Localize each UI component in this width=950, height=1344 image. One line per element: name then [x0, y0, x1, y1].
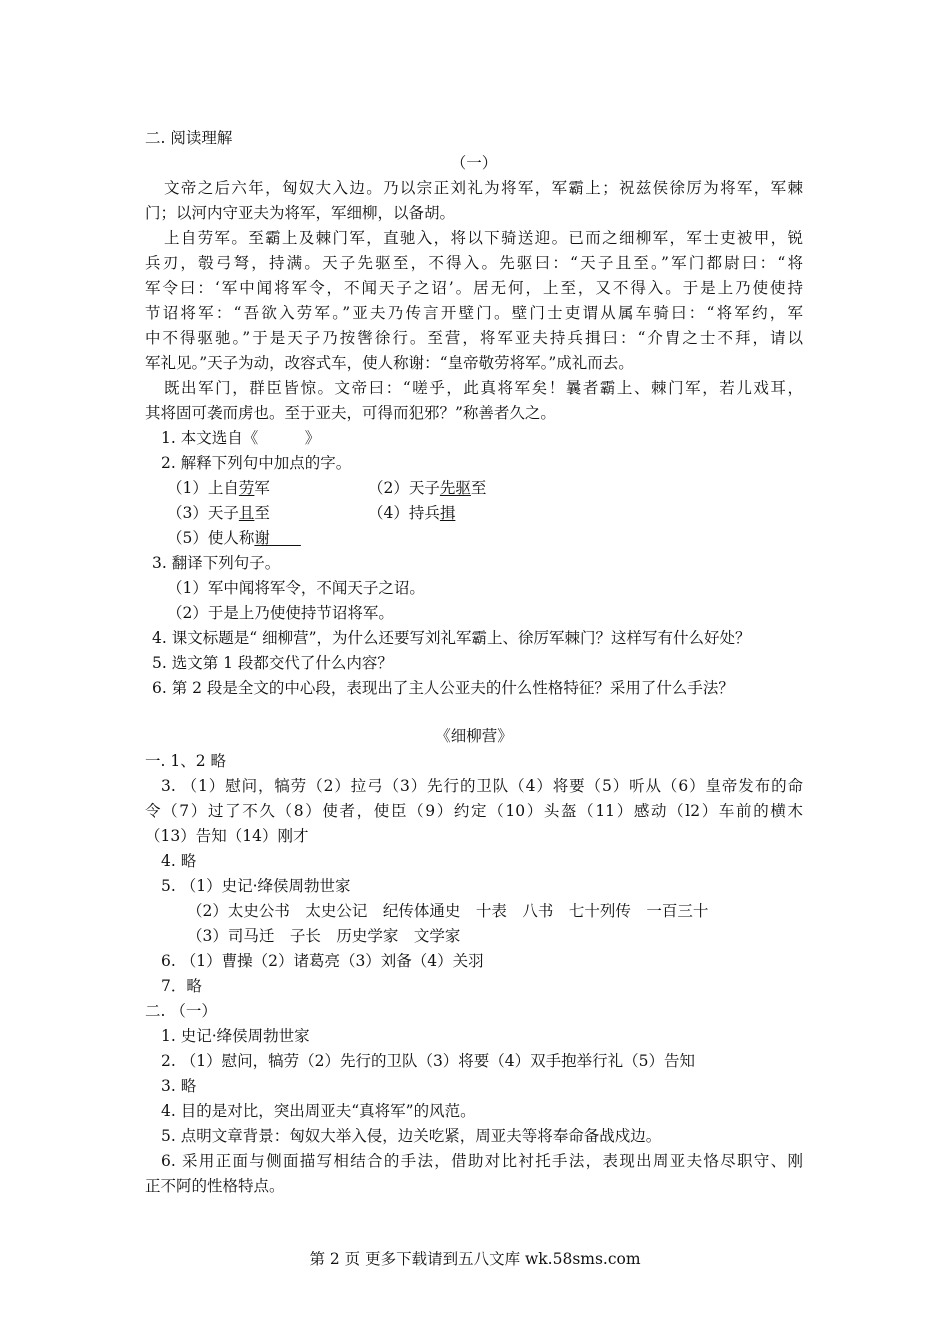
answers-title: 《细柳营》 — [435, 727, 513, 745]
passage-line: 节诏将军：“吾欲入劳军。”亚夫乃传言开壁门。壁门士吏谓从属车骑曰：“将军约，军 — [145, 304, 803, 322]
question-2-item-1: （1）上自劳军 — [167, 479, 270, 497]
answer-b1: 1. 史记·绛侯周勃世家 — [161, 1027, 310, 1045]
page-footer: 第 2 页 更多下载请到五八文库 wk.58sms.com — [309, 1250, 641, 1268]
answer-part2: 二. （一） — [145, 1002, 217, 1020]
question-6: 6. 第 2 段是全文的中心段，表现出了主人公亚夫的什么性格特征？采用了什么手法？ — [152, 679, 734, 697]
question-3-item-1: （1）军中闻将军令，不闻天子之诏。 — [167, 579, 425, 597]
passage-line: 文帝之后六年，匈奴大入边。乃以宗正刘礼为将军，军霸上；祝兹侯徐厉为将军，军棘 — [164, 179, 803, 197]
passage-line: 军礼见。”天子为动，改容式车，使人称谢：“皇帝敬劳将军。”成礼而去。 — [145, 354, 634, 372]
section-marker: （一） — [450, 154, 498, 172]
answer-b2: 2. （1）慰问，犒劳（2）先行的卫队（3）将要（4）双手抱举行礼（5）告知 — [161, 1052, 696, 1070]
answer-6: 6. （1）曹操（2）诸葛亮（3）刘备（4）关羽 — [161, 952, 484, 970]
answer-3-line: 3. （1）慰问，犒劳（2）拉弓（3）先行的卫队（4）将要（5）听从（6）皇帝发布的命 — [161, 777, 803, 795]
question-2: 2. 解释下列句中加点的字。 — [161, 454, 352, 472]
key-word: 且 — [238, 504, 255, 522]
answer-5-item-2: （2）太史公书 太史公记 纪传体通史 十表 八书 七十列传 一百三十 — [187, 902, 709, 920]
answer-4: 4. 略 — [161, 852, 197, 870]
answer-5-item-1: 5. （1）史记·绛侯周勃世家 — [161, 877, 351, 895]
question-5: 5. 选文第 1 段都交代了什么内容？ — [152, 654, 393, 672]
question-2-item-5: （5）使人称谢 — [167, 529, 301, 547]
question-2-item-4: （4）持兵揖 — [368, 504, 456, 522]
passage-line: 既出军门，群臣皆惊。文帝曰：“嗟乎，此真将军矣！曩者霸上、棘门军，若儿戏耳， — [164, 379, 803, 397]
key-word: 先驱 — [439, 479, 471, 497]
answer-b6-line: 6. 采用正面与侧面描写相结合的手法，借助对比衬托手法，表现出周亚夫恪尽职守、刚 — [161, 1152, 803, 1170]
answer-5-item-3: （3）司马迁 子长 历史学家 文学家 — [187, 927, 461, 945]
question-2-item-3: （3）天子且至 — [167, 504, 270, 522]
answer-b3: 3. 略 — [161, 1077, 197, 1095]
passage-line: 上自劳军。至霸上及棘门军，直驰入，将以下骑送迎。已而之细柳军，军士吏被甲，锐 — [164, 229, 803, 247]
question-4: 4. 课文标题是“ 细柳营”，为什么还要写刘礼军霸上、徐厉军棘门？这样写有什么好处？ — [152, 629, 751, 647]
key-word: 谢 — [254, 529, 301, 547]
answer-b6-line: 正不阿的性格特点。 — [145, 1177, 285, 1195]
answer-b4: 4. 目的是对比，突出周亚夫“真将军”的风范。 — [161, 1102, 476, 1120]
part2-heading: 二. 阅读理解 — [145, 129, 233, 147]
key-word: 揖 — [439, 504, 456, 522]
question-2-item-2: （2）天子先驱至 — [368, 479, 487, 497]
passage-line: 其将固可袭而虏也。至于亚夫，可得而犯邪？”称善者久之。 — [145, 404, 556, 422]
answer-3-line: （13）告知（14）刚才 — [145, 827, 309, 845]
key-word: 劳 — [238, 479, 255, 497]
answer-3-line: 令（7）过了不久（8）使者，使臣（9）约定（10）头盔（11）感动（l2）车前的横木 — [145, 802, 803, 820]
passage-line: 中不得驱驰。”于是天子乃按辔徐行。至营，将军亚夫持兵揖曰：“介胄之士不拜，请以 — [145, 329, 803, 347]
answer-7: 7．略 — [161, 977, 202, 995]
passage-line: 军令曰：‘军中闻将军令，不闻天子之诏’。居无何，上至，又不得入。于是上乃使使持 — [145, 279, 803, 297]
passage-line: 兵刃，彀弓弩，持满。天子先驱至，不得入。先驱曰：“天子且至。”军门都尉曰：“将 — [145, 254, 803, 272]
passage-line: 门；以河内守亚夫为将军，军细柳，以备胡。 — [145, 204, 456, 222]
question-3-item-2: （2）于是上乃使使持节诏将军。 — [167, 604, 394, 622]
answer-b5: 5. 点明文章背景：匈奴大举入侵，边关吃紧，周亚夫等将奉命备战戍边。 — [161, 1127, 662, 1145]
answer-part1: 一. 1、2 略 — [145, 752, 227, 770]
question-3: 3. 翻译下列句子。 — [152, 554, 281, 572]
question-1: 1. 本文选自《 》 — [161, 429, 321, 447]
